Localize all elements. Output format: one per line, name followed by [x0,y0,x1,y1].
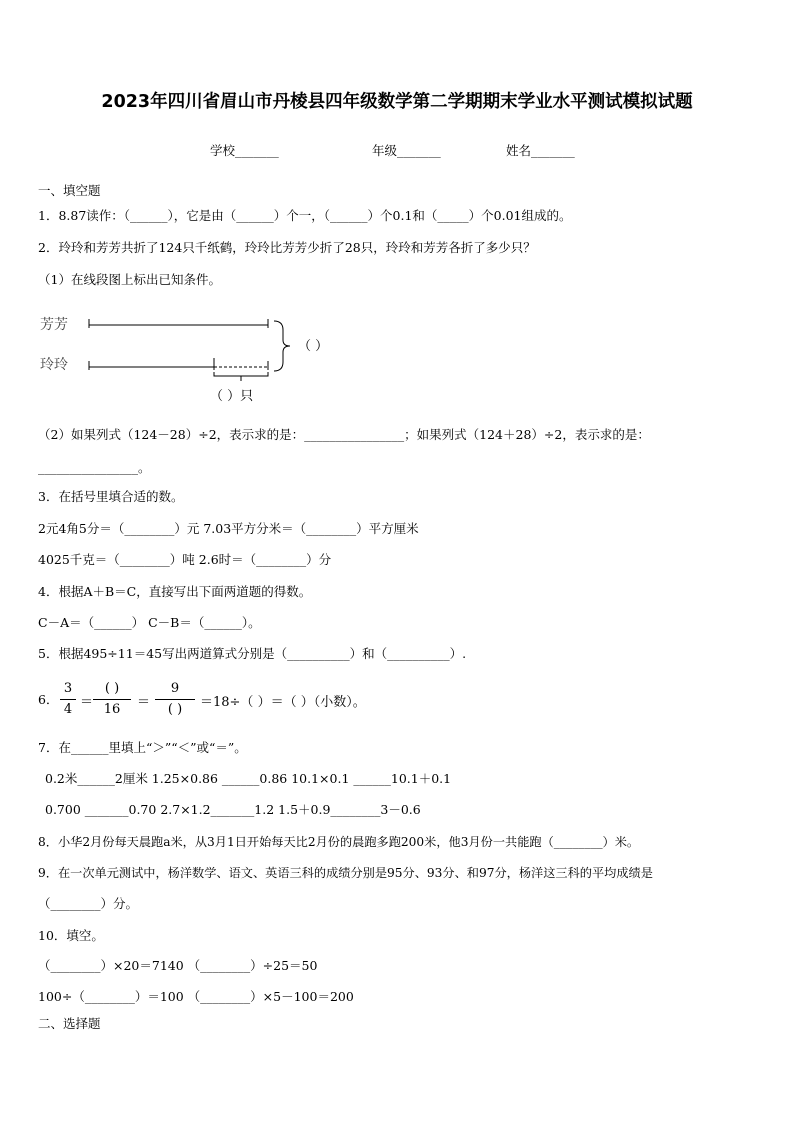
fraction-blank-16 [93,681,131,718]
fraction-3-4 [60,681,76,718]
fraction-denominator: ( ) [167,702,183,717]
question-7: 7．在______里填上“＞”“＜”或“＝”。 [38,740,247,755]
question-2: 2．玲玲和芳芳共折了124只千纸鹤，玲玲比芳芳少折了28只，玲玲和芳芳各折了多少只？ [38,240,536,255]
question-1: 1．8.87读作：（______），它是由（______）个一，（______）个0.1和（_____）个0.01组成的。 [38,208,572,223]
question-7-line-2: 0.700 _______0.70 2.7×1.2_______1.2 1.5＋0.9________3－0.6 [45,802,421,817]
question-3-line-2: 4025千克＝（________）吨 2.6时＝（________）分 [38,552,332,567]
question-9: 9．在一次单元测试中，杨洋数学、语文、英语三科的成绩分别是95分、93分、和97分，杨洋这三科的平均成绩是 [38,866,653,880]
fraction-9-blank [155,681,195,718]
school-field: 学校_______ [210,143,279,158]
bottom-blank: （ ）只 [210,389,254,404]
page-title: 2023年四川省眉山市丹棱县四年级数学第二学期期末学业水平测试模拟试题 [101,92,693,112]
question-4: 4．根据A＋B＝C，直接写出下面两道题的得数。 [38,584,312,599]
fraction-denominator: 4 [63,702,73,717]
question-2-part-1: （1）在线段图上标出已知条件。 [38,272,221,287]
question-2-part-2: （2）如果列式（124－28）÷2，表示求的是：________________；如果列式（124＋28）÷2，表示求的是： [38,427,650,442]
question-4-line: C－A＝（______） C－B＝（______）。 [38,615,261,630]
question-10-line-2: 100÷（________）＝100 （________）×5－100＝200 [38,989,354,1004]
bottom-bracket [214,372,268,376]
question-10-line-1: （________）×20＝7140 （________）÷25＝50 [38,958,318,973]
right-brace [274,321,290,371]
equals-sign: ＝ [137,695,151,710]
question-10: 10．填空。 [38,928,104,943]
label-fangfang: 芳芳 [40,317,68,333]
section-heading-choice: 二、选择题 [38,1016,101,1031]
name-field: 姓名_______ [506,143,575,158]
fraction-denominator: 16 [103,702,121,717]
question-5: 5．根据495÷11＝45写出两道算式分别是（__________）和（__________）. [38,646,467,661]
equals-sign: ＝ [80,695,94,710]
label-lingling: 玲玲 [40,357,68,373]
grade-field: 年级_______ [372,143,441,158]
question-8: 8．小华2月份每天晨跑a米，从3月1日开始每天比2月份的晨跑多跑200米，他3月份一共能跑（________）米。 [38,835,640,849]
fraction-numerator: ( ) [104,681,120,696]
section-heading-fill-in: 一、填空题 [38,183,101,198]
question-9-cont: （________）分。 [38,896,139,911]
brace-blank: （ ） [298,339,329,354]
question-7-line-1: 0.2米______2厘米 1.25×0.86 ______0.86 10.1×0.1 ______10.1＋0.1 [45,771,452,786]
question-3-line-1: 2元4角5分＝（________）元 7.03平方分米＝（________）平方厘米 [38,521,419,536]
question-6-number: 6． [38,692,59,707]
question-2-part-2-cont: ________________。 [38,460,151,475]
fraction-numerator: 9 [170,681,180,696]
fraction-numerator: 3 [63,681,73,696]
question-6-tail: ＝18÷（ ）＝（ ）（小数）。 [200,695,366,710]
question-3: 3．在括号里填合适的数。 [38,489,184,504]
